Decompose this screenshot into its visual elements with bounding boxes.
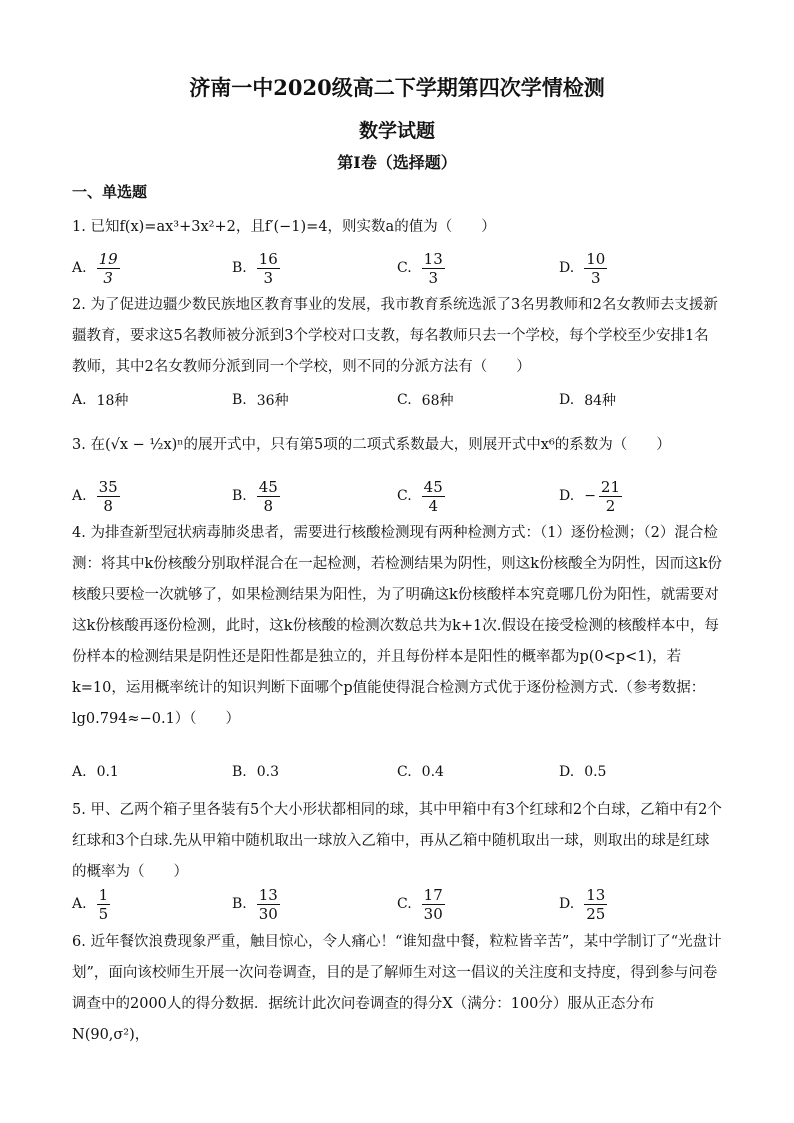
volume-title: 第Ⅰ卷（选择题） bbox=[337, 153, 457, 172]
fraction: $\frac{17}{30}$ bbox=[423, 885, 443, 923]
options-q3 bbox=[72, 476, 722, 516]
subject-title: 数学试题 bbox=[358, 120, 435, 142]
question-1: 1. 已知f(x)=ax³+3x²+2，且f′(−1)=4，则实数a的值为（ ） bbox=[72, 219, 496, 235]
option-c[interactable]: C. 68种 bbox=[397, 392, 454, 409]
option-c[interactable]: C. $\frac{17}{30}$ bbox=[397, 885, 443, 923]
section-heading: 一、单选题 bbox=[72, 183, 148, 201]
option-a[interactable]: A. 0.1 bbox=[72, 764, 119, 780]
fraction: $\frac{45}{8}$ bbox=[258, 477, 278, 515]
option-b[interactable]: B. 0.3 bbox=[232, 764, 280, 780]
option-b[interactable]: B. $\frac{45}{8}$ bbox=[232, 477, 278, 515]
question-4: 4. 为排查新型冠状病毒肺炎患者，需要进行核酸检测现有两种检测方式：（1）逐份检测；（2）混合检测：将其中k份核酸分别取样混合在一起检测，若检测结果为阴性，则这k份核酸全为阴性，因而这k份核酸只要检一次就够了，如果检测结果为阳性，为了明确这k份核酸样本究竟哪几份为阳性，就需要对这k份核酸再逐份检测，此时，这k份核酸的检测次数总共为k+1次.假设在接受检测的核酸样本中，每份样本的检测结果是阴性还是阳性都是独立的，并且每份样本是阳性的概率都为p(0<p<1)，若k=10，运用概率统计的知识判断下面哪个p值能使得混合检测方式优于逐份检测方式.（参考数据：lg0.794≈−0.1）（ ） bbox=[72, 525, 722, 727]
question-3: 3. 在(√x − ½x)ⁿ的展开式中，只有第5项的二项式系数最大，则展开式中x⁶的系数为（ ） bbox=[72, 437, 671, 453]
options-q2 bbox=[72, 380, 722, 420]
options-q4 bbox=[72, 752, 722, 792]
option-d[interactable]: D. − $\frac{21}{2}$ bbox=[559, 477, 621, 515]
fraction: $\frac{13}{30}$ bbox=[258, 885, 278, 923]
fraction: $\frac{13}{3}$ bbox=[423, 249, 443, 287]
fraction: $\frac{19}{3}$ bbox=[98, 249, 118, 287]
fraction: $\frac{10}{3}$ bbox=[586, 249, 606, 287]
fraction: $\frac{35}{8}$ bbox=[98, 477, 118, 515]
options-q5 bbox=[72, 884, 722, 924]
option-d[interactable]: D. 84种 bbox=[559, 392, 617, 409]
fraction: $\frac{45}{4}$ bbox=[423, 477, 443, 515]
option-d[interactable]: D. $\frac{10}{3}$ bbox=[559, 249, 606, 287]
fraction: $\frac{13}{25}$ bbox=[586, 885, 606, 923]
option-b[interactable]: B. $\frac{13}{30}$ bbox=[232, 885, 278, 923]
question-6: 6. 近年餐饮浪费现象严重，触目惊心，令人痛心！“谁知盘中餐，粒粒皆辛苦”，某中学制订了“光盘计划”，面向该校师生开展一次问卷调查，目的是了解师生对这一倡议的关注度和支持度，得到参与问卷调查中的2000人的得分数据．据统计此次问卷调查的得分X（满分：100分）服从正态分布N(90,σ²)， bbox=[72, 934, 722, 1043]
option-a[interactable]: A. $\frac{1}{5}$ bbox=[72, 885, 109, 923]
option-a[interactable]: A. $\frac{19}{3}$ bbox=[72, 249, 118, 287]
option-d[interactable]: D. 0.5 bbox=[559, 764, 607, 780]
option-c[interactable]: C. $\frac{13}{3}$ bbox=[397, 249, 443, 287]
option-d[interactable]: D. $\frac{13}{25}$ bbox=[559, 885, 606, 923]
fraction: $\frac{21}{2}$ bbox=[600, 477, 621, 515]
option-b[interactable]: B. 36种 bbox=[232, 392, 289, 409]
question-2: 2. 为了促进边疆少数民族地区教育事业的发展，我市教育系统选派了3名男教师和2名女教师去支援新疆教育，要求这5名教师被分派到3个学校对口支教，每名教师只去一个学校，每个学校至少安排1名教师，其中2名女教师分派到同一个学校，则不同的分派方法有（ ） bbox=[72, 297, 718, 375]
options-q1 bbox=[72, 248, 722, 288]
option-c[interactable]: C. $\frac{45}{4}$ bbox=[397, 477, 443, 515]
question-5: 5. 甲、乙两个箱子里各装有5个大小形状都相同的球，其中甲箱中有3个红球和2个白球，乙箱中有2个红球和3个白球.先从甲箱中随机取出一球放入乙箱中，再从乙箱中随机取出一球，则取出的球是红球的概率为（ ） bbox=[72, 802, 722, 880]
option-c[interactable]: C. 0.4 bbox=[397, 764, 444, 780]
fraction: $\frac{16}{3}$ bbox=[258, 249, 278, 287]
exam-title: 济南一中2020级高二下学期第四次学情检测 bbox=[189, 75, 605, 100]
option-a[interactable]: A. 18种 bbox=[72, 392, 129, 409]
option-b[interactable]: B. $\frac{16}{3}$ bbox=[232, 249, 278, 287]
option-a[interactable]: A. $\frac{35}{8}$ bbox=[72, 477, 118, 515]
fraction: $\frac{1}{5}$ bbox=[98, 885, 109, 923]
